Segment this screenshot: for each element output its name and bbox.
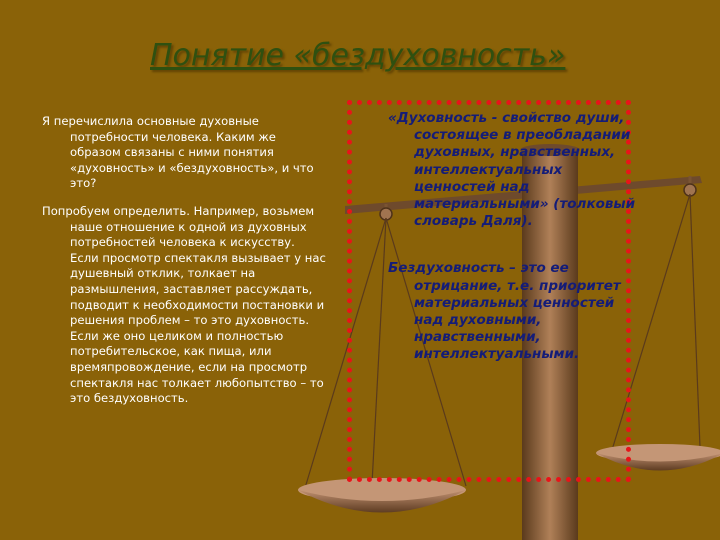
definition-spirituality: «Духовность - свойство души, состоящее в преобладании духовных, нравственных, интеллектуальных ценностей над материальными» (толковый словарь Даля). — [388, 110, 636, 230]
slide-title: Понятие «бездуховность» — [150, 38, 566, 73]
explanation-text — [42, 114, 326, 419]
definition-lack-of-spirituality: Бездуховность – это ее отрицание, т.е. приоритет материальных ценностей над духовными, нравственными, интеллектуальными. — [388, 260, 621, 363]
explanation-paragraph-1: Я перечислила основные духовные потребности человека. Каким же образом связаны с ними понятия «духовность» и «бездуховность», и что это? — [42, 114, 314, 191]
explanation-paragraph-2: Попробуем определить. Например, возьмем наше отношение к одной из духовных потребностей человека к искусству. Если просмотр спектакля вызывает у нас душевный отклик, толкает на размышления, заставляет рассуждать, подводит к необходимости постановки и решения проблем – то это духовность. Если же оно целиком и полностью потребительское, как пища, или времяпровождение, если на просмотр спектакля нас толкает любопытство – то это бездуховность. — [42, 203, 326, 406]
definitions-text — [388, 110, 644, 394]
